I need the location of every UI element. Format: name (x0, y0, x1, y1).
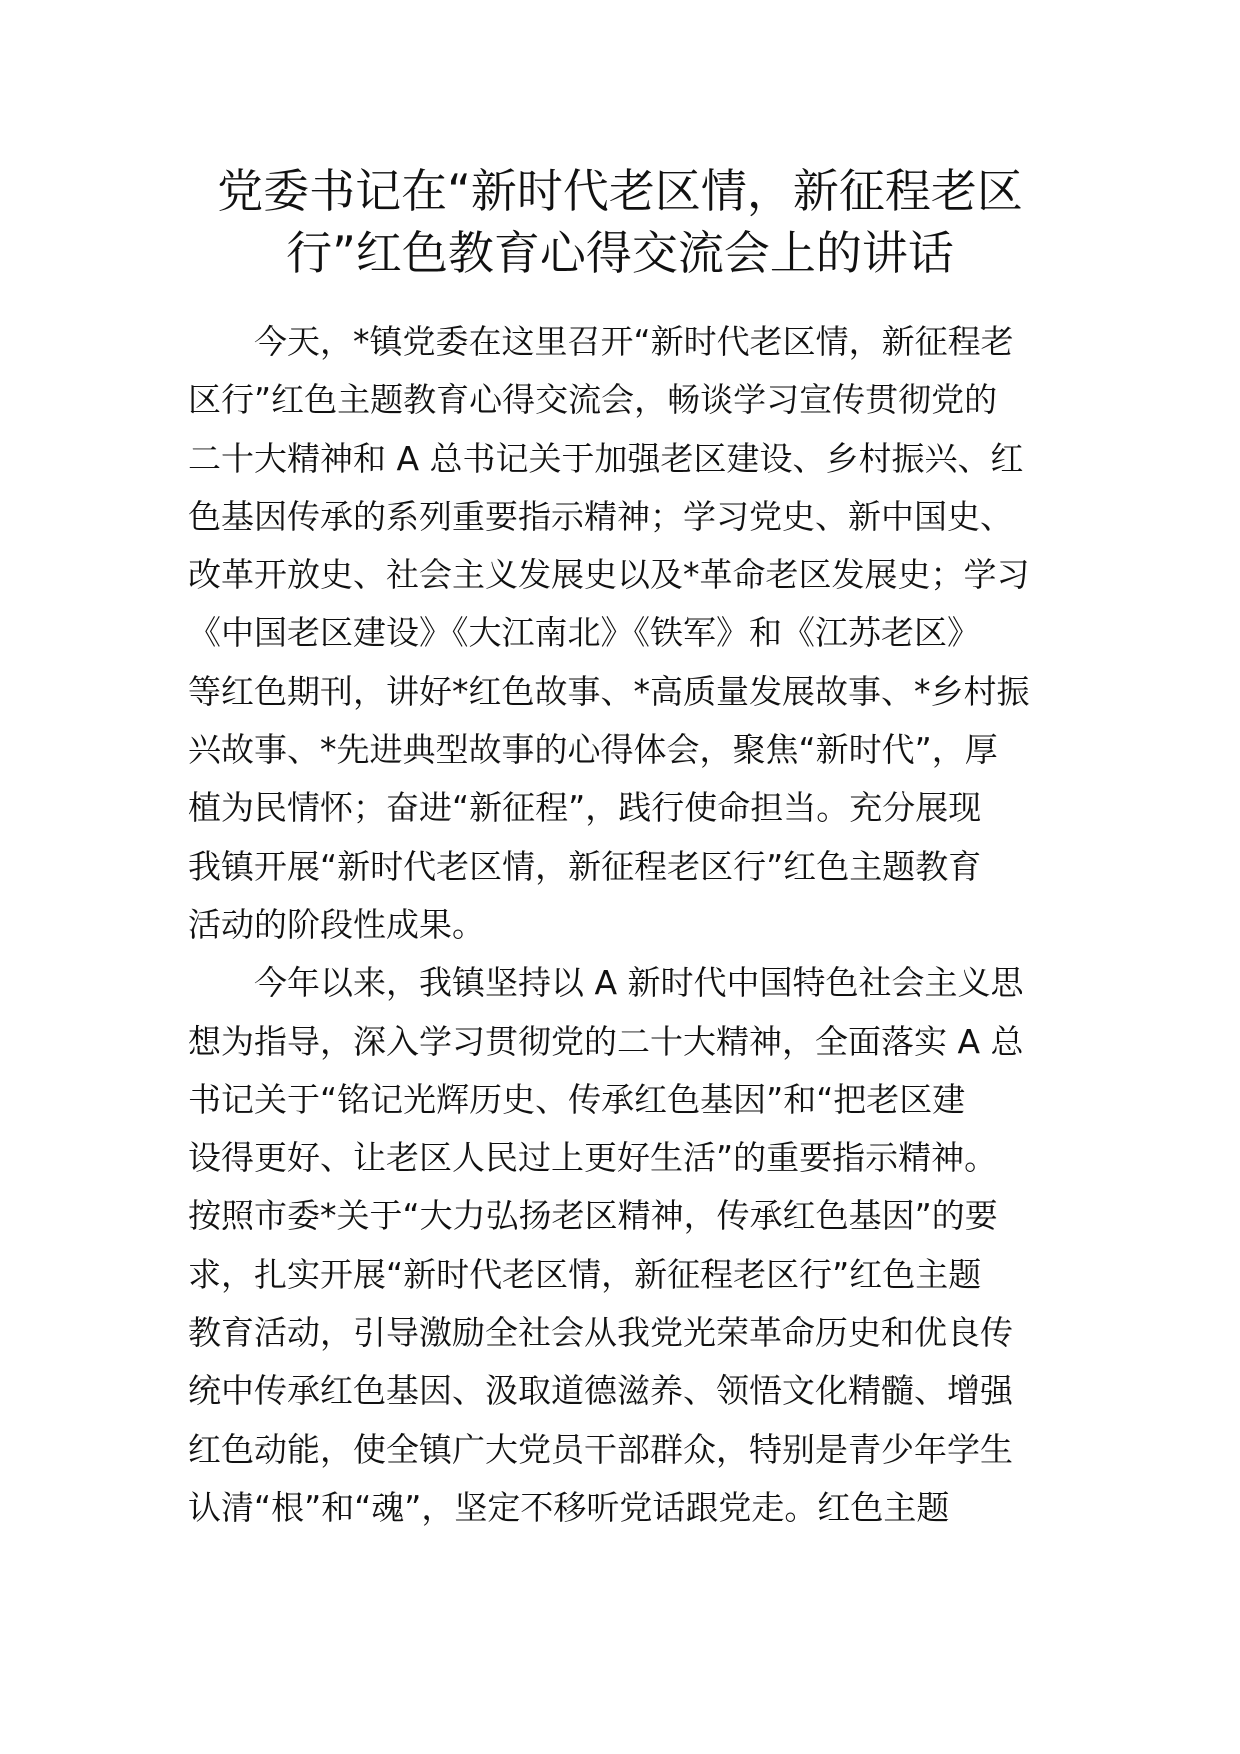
paragraph-line: 植为民情怀；奋进“新征程”，践行使命担当。充分展现 (188, 788, 982, 828)
paragraph-line: 《中国老区建设》《大江南北》《铁军》和《江苏老区》 (188, 613, 980, 653)
paragraph-line: 今年以来，我镇坚持以 A 新时代中国特色社会主义思 (254, 963, 1024, 1003)
paragraph-line: 设得更好、让老区人民过上更好生活”的重要指示精神。 (188, 1138, 998, 1178)
paragraph-line: 红色动能，使全镇广大党员干部群众，特别是青少年学生 (188, 1429, 1013, 1469)
paragraph-line: 统中传承红色基因、汲取道德滋养、领悟文化精髓、增强 (188, 1371, 1013, 1411)
paragraph-line: 我镇开展“新时代老区情，新征程老区行”红色主题教育 (188, 846, 982, 886)
title-line: 行”红色教育心得交流会上的讲话 (286, 226, 954, 280)
paragraph-line: 按照市委*关于“大力弘扬老区精神，传承红色基因”的要 (188, 1196, 998, 1236)
paragraph-line: 活动的阶段性成果。 (188, 904, 485, 944)
paragraph-line: 今天，*镇党委在这里召开“新时代老区情，新征程老 (254, 322, 1014, 361)
document-body (188, 313, 1046, 1537)
paragraph-line: 改革开放史、社会主义发展史以及*革命老区发展史；学习 (188, 555, 1030, 595)
paragraph-line: 书记关于“铭记光辉历史、传承红色基因”和“把老区建 (188, 1079, 966, 1119)
document-title (185, 160, 1055, 284)
paragraph-line: 色基因传承的系列重要指示精神；学习党史、新中国史、 (188, 496, 1013, 536)
paragraph-line: 求，扎实开展“新时代老区情，新征程老区行”红色主题 (188, 1254, 982, 1294)
paragraph-line: 等红色期刊，讲好*红色故事、*高质量发展故事、*乡村振 (188, 671, 1030, 711)
paragraph-1 (188, 313, 1046, 954)
paragraph-2 (188, 954, 1046, 1537)
paragraph-line: 兴故事、*先进典型故事的心得体会，聚焦“新时代”，厚 (188, 730, 998, 770)
paragraph-line: 区行”红色主题教育心得交流会，畅谈学习宣传贯彻党的 (188, 380, 998, 420)
title-line: 党委书记在“新时代老区情，新征程老区 (217, 164, 1023, 218)
paragraph-line: 二十大精神和 A 总书记关于加强老区建设、乡村振兴、红 (188, 438, 1024, 478)
paragraph-line: 想为指导，深入学习贯彻党的二十大精神，全面落实 A 总 (188, 1021, 1024, 1061)
paragraph-line: 教育活动，引导激励全社会从我党光荣革命历史和优良传 (188, 1313, 1013, 1353)
paragraph-line: 认清“根”和“魂”，坚定不移听党话跟党走。红色主题 (188, 1487, 950, 1527)
